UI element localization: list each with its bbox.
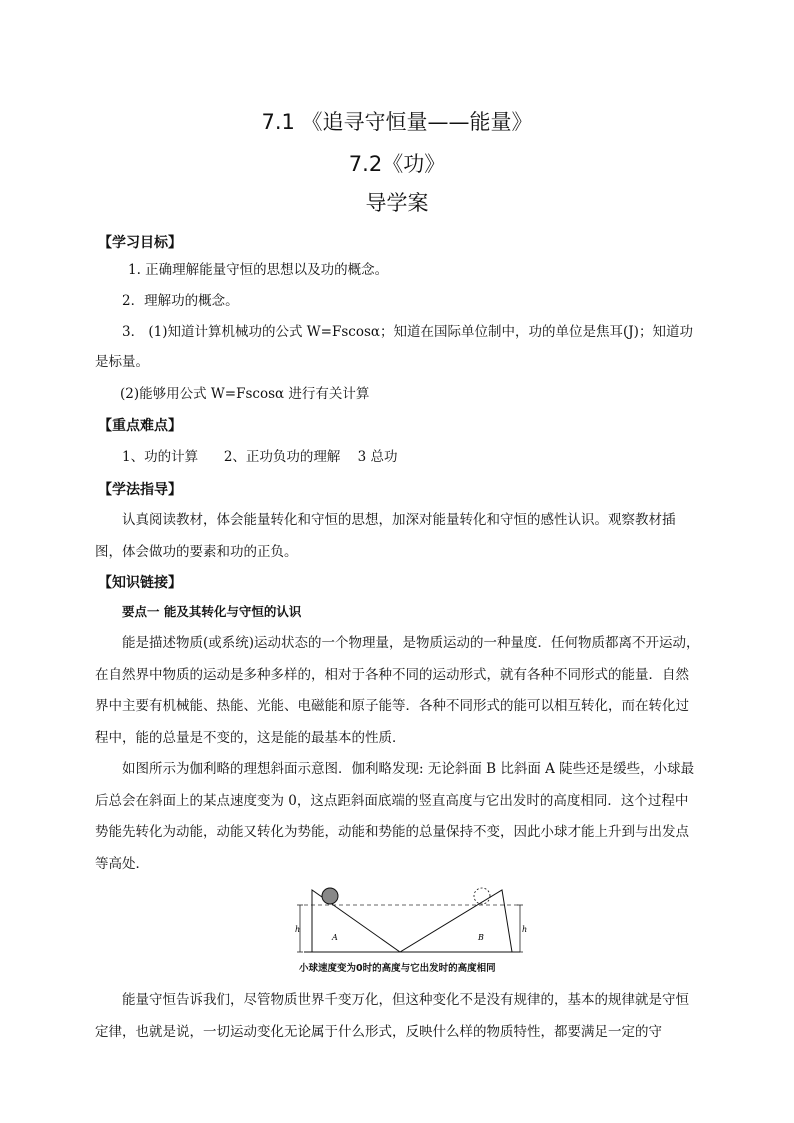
knowledge-para-1: 能是描述物质(或系统)运动状态的一个物理量，是物质运动的一种量度．任何物质都离不开运动，在自然界中物质的运动是多种多样的，相对于各种不同的运动形式，就有各种不同形式的能量．自然界中主要有机械能、热能、光能、电磁能和原子能等．各种不同形式的能可以相互转化，而在转化过程中，能的总量是不变的，这是能的最基本的性质．	[95, 635, 700, 746]
title-line-1: 7.1 《追寻守恒量——能量》	[261, 110, 533, 134]
galileo-incline-figure	[292, 882, 532, 972]
objective-item-3b: 是标量。	[95, 354, 149, 370]
knowledge-para-3: 能量守恒告诉我们，尽管物质世界千变万化，但这种变化不是没有规律的，基本的规律就是守恒定律，也就是说，一切运动变化无论属于什么形式，反映什么样的物质特性，都要满足一定的守	[95, 992, 689, 1040]
section-objectives: 【学习目标】	[98, 235, 182, 251]
objective-item-3c: (2)能够用公式 W=Fscosα 进行有关计算	[120, 386, 370, 402]
section-method: 【学法指导】	[98, 482, 182, 498]
ball-start-icon	[322, 888, 338, 904]
point-title: 要点一 能及其转化与守恒的认识	[122, 604, 302, 619]
section-knowledge: 【知识链接】	[98, 575, 182, 591]
knowledge-para-2: 如图所示为伽利略的理想斜面示意图．伽利略发现: 无论斜面 B 比斜面 A 陡些还是缓些，小球最后总会在斜面上的某点速度变为 0，这点距斜面底端的竖直高度与它出发时的高度相同．这个过程中势能先转化为动能，动能又转化为势能，动能和势能的总量保持不变，因此小球才能上升到与出发点等高处．	[95, 761, 695, 872]
figure-caption: 小球速度变为0时的高度与它出发时的高度相同	[299, 963, 496, 974]
label-incline-a: A	[332, 933, 338, 942]
objective-item-2: 2．理解功的概念。	[122, 293, 239, 309]
method-text: 认真阅读教材，体会能量转化和守恒的思想，加深对能量转化和守恒的感性认识。观察教材插图，体会做功的要素和功的正负。	[95, 512, 676, 560]
key-points-text: 1、功的计算 2、正功负功的理解 3 总功	[122, 449, 398, 465]
label-h-left: h	[295, 925, 301, 934]
label-h-right: h	[522, 925, 528, 934]
incline-outline	[312, 890, 512, 952]
title-line-3: 导学案	[365, 191, 429, 215]
objective-item-3a: 3． (1)知道计算机械功的公式 W=Fscosα；知道在国际单位制中，功的单位是焦耳(J)；知道功	[122, 324, 693, 340]
label-incline-b: B	[478, 933, 484, 942]
title-line-2: 7.2《功》	[348, 152, 446, 176]
section-key-points: 【重点难点】	[98, 418, 182, 434]
objective-item-1: 1. 正确理解能量守恒的思想以及功的概念。	[128, 262, 389, 278]
